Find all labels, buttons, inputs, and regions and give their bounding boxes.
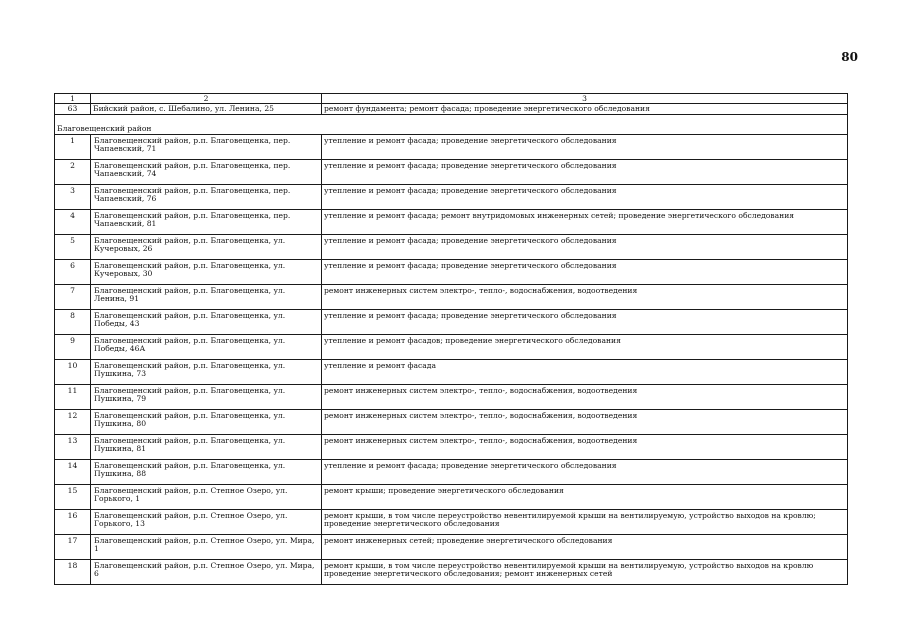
row-number: 12 xyxy=(55,410,91,435)
row-number: 9 xyxy=(55,335,91,360)
row-address: Благовещенский район, р.п. Благовещенка, ул. Пушкина, 81 xyxy=(91,435,322,460)
table-row xyxy=(55,460,848,485)
row-address: Благовещенский район, р.п. Благовещенка, ул. Пушкина, 79 xyxy=(91,385,322,410)
row-works: утепление и ремонт фасада; проведение энергетического обследования xyxy=(322,235,848,260)
row-works: утепление и ремонт фасада; ремонт внутридомовых инженерных сетей; проведение энергетического обследования xyxy=(322,210,848,235)
table-row xyxy=(55,185,848,210)
page-number: 80 xyxy=(841,50,858,64)
row-address: Благовещенский район, р.п. Благовещенка, пер. Чапаевский, 76 xyxy=(91,185,322,210)
row-works: утепление и ремонт фасадов; проведение энергетического обследования xyxy=(322,335,848,360)
column-header: 2 xyxy=(91,94,322,104)
row-address: Благовещенский район, р.п. Благовещенка, ул. Кучеровых, 30 xyxy=(91,260,322,285)
row-works: ремонт фундамента; ремонт фасада; проведение энергетического обследования xyxy=(322,104,848,115)
row-number: 14 xyxy=(55,460,91,485)
row-works: ремонт инженерных систем электро-, тепло-, водоснабжения, водоотведения xyxy=(322,385,848,410)
row-number: 10 xyxy=(55,360,91,385)
row-address: Благовещенский район, р.п. Степное Озеро, ул. Горького, 1 xyxy=(91,485,322,510)
table-row xyxy=(55,360,848,385)
row-address: Благовещенский район, р.п. Благовещенка, ул. Пушкина, 73 xyxy=(91,360,322,385)
row-number: 16 xyxy=(55,510,91,535)
row-number: 63 xyxy=(55,104,91,115)
table-row xyxy=(55,135,848,160)
row-number: 18 xyxy=(55,560,91,585)
row-number: 7 xyxy=(55,285,91,310)
table-row xyxy=(55,385,848,410)
table-row xyxy=(55,435,848,460)
row-address: Благовещенский район, р.п. Благовещенка, пер. Чапаевский, 81 xyxy=(91,210,322,235)
row-address: Благовещенский район, р.п. Степное Озеро, ул. Горького, 13 xyxy=(91,510,322,535)
row-number: 11 xyxy=(55,385,91,410)
works-table xyxy=(54,93,848,585)
row-number: 2 xyxy=(55,160,91,185)
row-address: Благовещенский район, р.п. Благовещенка, ул. Победы, 43 xyxy=(91,310,322,335)
district-heading-row xyxy=(55,115,848,135)
table-row xyxy=(55,210,848,235)
row-works: утепление и ремонт фасада; проведение энергетического обследования xyxy=(322,185,848,210)
district-heading: Благовещенский район xyxy=(55,115,848,135)
row-number: 17 xyxy=(55,535,91,560)
row-works: ремонт крыши, в том числе переустройство невентилируемой крыши на вентилируемую, устройство выходов на кровлю проведение энергетического обследования; ремонт инженерных сетей xyxy=(322,560,848,585)
row-address: Благовещенский район, р.п. Благовещенка, ул. Кучеровых, 26 xyxy=(91,235,322,260)
row-works: ремонт крыши; проведение энергетического обследования xyxy=(322,485,848,510)
row-number: 13 xyxy=(55,435,91,460)
column-header: 1 xyxy=(55,94,91,104)
row-number: 5 xyxy=(55,235,91,260)
row-address: Благовещенский район, р.п. Благовещенка, ул. Пушкина, 88 xyxy=(91,460,322,485)
table-row xyxy=(55,104,848,115)
row-works: утепление и ремонт фасада; проведение энергетического обследования xyxy=(322,460,848,485)
row-works: ремонт инженерных сетей; проведение энергетического обследования xyxy=(322,535,848,560)
row-works: утепление и ремонт фасада xyxy=(322,360,848,385)
table-row xyxy=(55,535,848,560)
row-works: ремонт крыши, в том числе переустройство невентилируемой крыши на вентилируемую, устройство выходов на кровлю; проведение энергетического обследования xyxy=(322,510,848,535)
table-row xyxy=(55,310,848,335)
table-header-row xyxy=(55,94,848,104)
row-address: Благовещенский район, р.п. Благовещенка, пер. Чапаевский, 74 xyxy=(91,160,322,185)
row-works: ремонт инженерных систем электро-, тепло-, водоснабжения, водоотведения xyxy=(322,285,848,310)
table-row xyxy=(55,335,848,360)
table-row xyxy=(55,410,848,435)
row-number: 6 xyxy=(55,260,91,285)
row-works: ремонт инженерных систем электро-, тепло-, водоснабжения, водоотведения xyxy=(322,410,848,435)
table-row xyxy=(55,235,848,260)
row-address: Благовещенский район, р.п. Благовещенка, ул. Победы, 46А xyxy=(91,335,322,360)
row-address: Благовещенский район, р.п. Степное Озеро, ул. Мира, 6 xyxy=(91,560,322,585)
row-number: 3 xyxy=(55,185,91,210)
table-row xyxy=(55,260,848,285)
table-row xyxy=(55,160,848,185)
row-number: 15 xyxy=(55,485,91,510)
table-row xyxy=(55,485,848,510)
row-works: утепление и ремонт фасада; проведение энергетического обследования xyxy=(322,135,848,160)
row-works: утепление и ремонт фасада; проведение энергетического обследования xyxy=(322,260,848,285)
row-address: Благовещенский район, р.п. Благовещенка, ул. Ленина, 91 xyxy=(91,285,322,310)
row-address: Благовещенский район, р.п. Степное Озеро, ул. Мира, 1 xyxy=(91,535,322,560)
row-address: Благовещенский район, р.п. Благовещенка, ул. Пушкина, 80 xyxy=(91,410,322,435)
row-works: утепление и ремонт фасада; проведение энергетического обследования xyxy=(322,310,848,335)
row-number: 1 xyxy=(55,135,91,160)
row-works: утепление и ремонт фасада; проведение энергетического обследования xyxy=(322,160,848,185)
table-row xyxy=(55,285,848,310)
row-number: 4 xyxy=(55,210,91,235)
row-number: 8 xyxy=(55,310,91,335)
column-header: 3 xyxy=(322,94,848,104)
row-address: Бийский район, с. Шебалино, ул. Ленина, 25 xyxy=(91,104,322,115)
table-row xyxy=(55,510,848,535)
row-works: ремонт инженерных систем электро-, тепло-, водоснабжения, водоотведения xyxy=(322,435,848,460)
table-row xyxy=(55,560,848,585)
row-address: Благовещенский район, р.п. Благовещенка, пер. Чапаевский, 71 xyxy=(91,135,322,160)
